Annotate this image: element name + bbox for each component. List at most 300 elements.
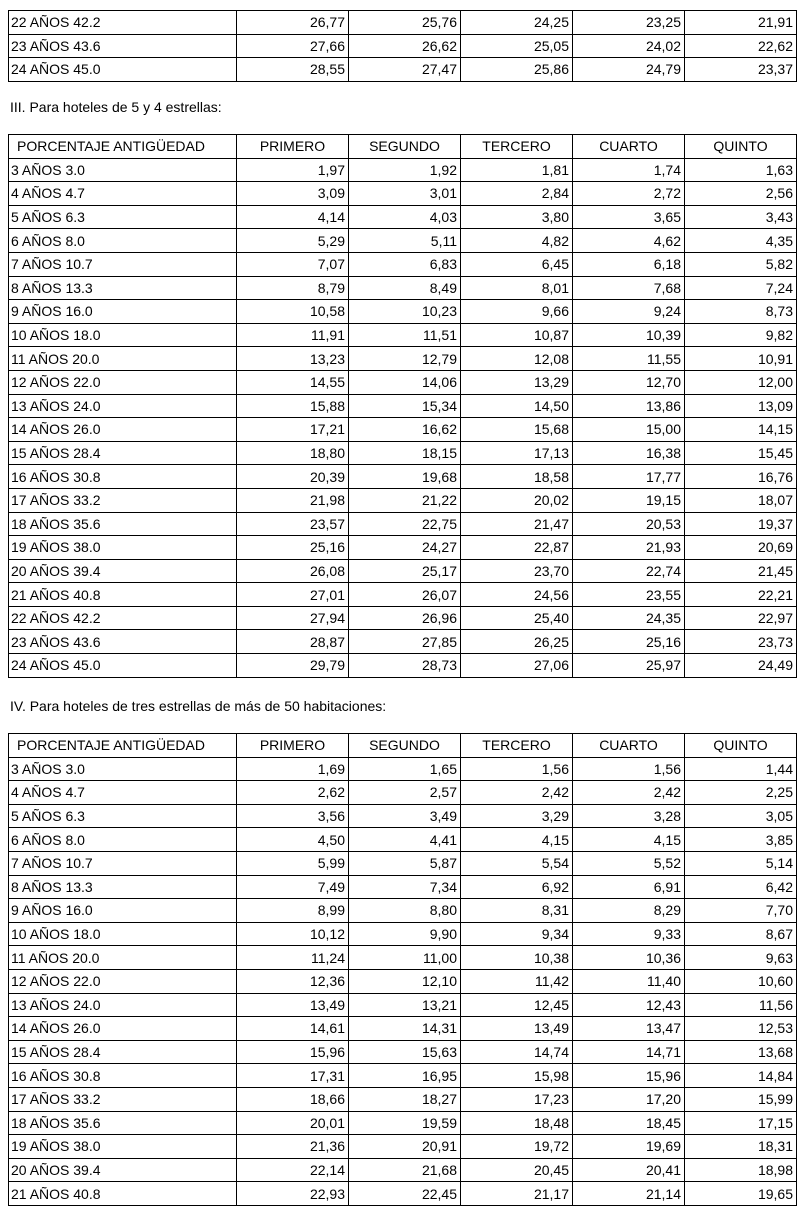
value-cell: 23,55 — [573, 583, 685, 607]
table-row — [9, 229, 797, 253]
value-cell: 17,20 — [573, 1087, 685, 1111]
value-cell: 5,82 — [685, 252, 797, 276]
value-cell: 1,81 — [461, 158, 573, 182]
value-cell: 10,87 — [461, 323, 573, 347]
table-row — [9, 922, 797, 946]
value-cell: 5,87 — [349, 851, 461, 875]
value-cell: 5,29 — [237, 229, 349, 253]
value-cell: 4,15 — [573, 828, 685, 852]
value-cell: 14,50 — [461, 394, 573, 418]
value-cell: 16,76 — [685, 465, 797, 489]
table-row — [9, 488, 797, 512]
table-row — [9, 1040, 797, 1064]
value-cell: 9,66 — [461, 300, 573, 324]
value-cell: 4,03 — [349, 205, 461, 229]
row-label: 12 AÑOS 22.0 — [9, 370, 237, 394]
row-label: 19 AÑOS 38.0 — [9, 1135, 237, 1159]
value-cell: 2,84 — [461, 182, 573, 206]
value-cell: 7,07 — [237, 252, 349, 276]
value-cell: 12,79 — [349, 347, 461, 371]
row-label: 13 AÑOS 24.0 — [9, 993, 237, 1017]
value-cell: 24,56 — [461, 583, 573, 607]
value-cell: 14,31 — [349, 1017, 461, 1041]
header-row — [9, 734, 797, 758]
table-row — [9, 300, 797, 324]
value-cell: 14,61 — [237, 1017, 349, 1041]
value-cell: 15,45 — [685, 441, 797, 465]
value-cell: 12,43 — [573, 993, 685, 1017]
value-cell: 8,79 — [237, 276, 349, 300]
row-label: 4 AÑOS 4.7 — [9, 182, 237, 206]
table-row — [9, 323, 797, 347]
table-row — [9, 1182, 797, 1206]
value-cell: 4,82 — [461, 229, 573, 253]
row-label: 3 AÑOS 3.0 — [9, 158, 237, 182]
value-cell: 22,87 — [461, 536, 573, 560]
value-cell: 3,80 — [461, 205, 573, 229]
row-label: 6 AÑOS 8.0 — [9, 229, 237, 253]
row-label: 8 AÑOS 13.3 — [9, 875, 237, 899]
value-cell: 19,72 — [461, 1135, 573, 1159]
value-cell: 19,69 — [573, 1135, 685, 1159]
value-cell: 6,91 — [573, 875, 685, 899]
row-label: 6 AÑOS 8.0 — [9, 828, 237, 852]
value-cell: 27,94 — [237, 606, 349, 630]
value-cell: 3,65 — [573, 205, 685, 229]
value-cell: 12,53 — [685, 1017, 797, 1041]
value-cell: 15,96 — [237, 1040, 349, 1064]
value-cell: 20,53 — [573, 512, 685, 536]
value-cell: 8,01 — [461, 276, 573, 300]
header-row — [9, 135, 797, 159]
table-row — [9, 583, 797, 607]
row-label: 20 AÑOS 39.4 — [9, 1158, 237, 1182]
value-cell: 13,21 — [349, 993, 461, 1017]
table-row — [9, 630, 797, 654]
value-cell: 27,47 — [349, 58, 461, 82]
value-cell: 1,56 — [573, 757, 685, 781]
table-row — [9, 899, 797, 923]
value-cell: 3,01 — [349, 182, 461, 206]
value-cell: 25,16 — [237, 536, 349, 560]
value-cell: 19,65 — [685, 1182, 797, 1206]
value-cell: 24,35 — [573, 606, 685, 630]
value-cell: 11,55 — [573, 347, 685, 371]
row-label: 7 AÑOS 10.7 — [9, 252, 237, 276]
value-cell: 8,80 — [349, 899, 461, 923]
value-cell: 22,45 — [349, 1182, 461, 1206]
value-cell: 22,21 — [685, 583, 797, 607]
column-header: PRIMERO — [237, 135, 349, 159]
value-cell: 2,25 — [685, 781, 797, 805]
value-cell: 22,62 — [685, 34, 797, 58]
column-header: SEGUNDO — [349, 135, 461, 159]
value-cell: 10,38 — [461, 946, 573, 970]
value-cell: 26,25 — [461, 630, 573, 654]
value-cell: 25,86 — [461, 58, 573, 82]
value-cell: 21,98 — [237, 488, 349, 512]
row-label: 24 AÑOS 45.0 — [9, 58, 237, 82]
value-cell: 22,74 — [573, 559, 685, 583]
row-label: 18 AÑOS 35.6 — [9, 512, 237, 536]
value-cell: 14,71 — [573, 1040, 685, 1064]
value-cell: 15,63 — [349, 1040, 461, 1064]
value-cell: 21,17 — [461, 1182, 573, 1206]
value-cell: 9,63 — [685, 946, 797, 970]
value-cell: 28,87 — [237, 630, 349, 654]
value-cell: 10,36 — [573, 946, 685, 970]
value-cell: 19,15 — [573, 488, 685, 512]
row-label: 7 AÑOS 10.7 — [9, 851, 237, 875]
value-cell: 21,14 — [573, 1182, 685, 1206]
value-cell: 1,65 — [349, 757, 461, 781]
value-cell: 5,99 — [237, 851, 349, 875]
value-cell: 23,73 — [685, 630, 797, 654]
row-label: 22 AÑOS 42.2 — [9, 11, 237, 35]
table-row — [9, 276, 797, 300]
value-cell: 4,15 — [461, 828, 573, 852]
row-label: 11 AÑOS 20.0 — [9, 347, 237, 371]
table-row — [9, 1064, 797, 1088]
value-cell: 15,88 — [237, 394, 349, 418]
value-cell: 21,68 — [349, 1158, 461, 1182]
value-cell: 23,70 — [461, 559, 573, 583]
value-cell: 8,49 — [349, 276, 461, 300]
row-label: 5 AÑOS 6.3 — [9, 804, 237, 828]
value-cell: 25,76 — [349, 11, 461, 35]
value-cell: 18,66 — [237, 1087, 349, 1111]
value-cell: 15,00 — [573, 418, 685, 442]
table-row — [9, 851, 797, 875]
value-cell: 17,31 — [237, 1064, 349, 1088]
row-label: 13 AÑOS 24.0 — [9, 394, 237, 418]
value-cell: 20,91 — [349, 1135, 461, 1159]
value-cell: 11,91 — [237, 323, 349, 347]
column-header: CUARTO — [573, 135, 685, 159]
table-row — [9, 1158, 797, 1182]
row-label: 24 AÑOS 45.0 — [9, 654, 237, 678]
value-cell: 5,11 — [349, 229, 461, 253]
value-cell: 2,56 — [685, 182, 797, 206]
row-label: 15 AÑOS 28.4 — [9, 441, 237, 465]
table-row — [9, 370, 797, 394]
table-row — [9, 946, 797, 970]
row-label: 18 AÑOS 35.6 — [9, 1111, 237, 1135]
value-cell: 27,06 — [461, 654, 573, 678]
column-header: TERCERO — [461, 734, 573, 758]
value-cell: 23,25 — [573, 11, 685, 35]
value-cell: 24,49 — [685, 654, 797, 678]
value-cell: 20,45 — [461, 1158, 573, 1182]
table-row — [9, 969, 797, 993]
value-cell: 6,45 — [461, 252, 573, 276]
table-row — [9, 394, 797, 418]
value-cell: 4,62 — [573, 229, 685, 253]
table-row — [9, 1111, 797, 1135]
table-row — [9, 606, 797, 630]
row-label: 9 AÑOS 16.0 — [9, 300, 237, 324]
value-cell: 23,37 — [685, 58, 797, 82]
column-header: PRIMERO — [237, 734, 349, 758]
value-cell: 12,45 — [461, 993, 573, 1017]
table-5-4-stars — [8, 134, 797, 678]
value-cell: 17,21 — [237, 418, 349, 442]
table-row — [9, 347, 797, 371]
value-cell: 17,23 — [461, 1087, 573, 1111]
row-label: 14 AÑOS 26.0 — [9, 418, 237, 442]
section-3-caption: III. Para hoteles de 5 y 4 estrellas: — [10, 99, 222, 115]
value-cell: 1,97 — [237, 158, 349, 182]
value-cell: 11,42 — [461, 969, 573, 993]
value-cell: 18,15 — [349, 441, 461, 465]
value-cell: 21,36 — [237, 1135, 349, 1159]
table-3-stars-50-rooms — [8, 733, 797, 1206]
value-cell: 13,29 — [461, 370, 573, 394]
row-label: 17 AÑOS 33.2 — [9, 1087, 237, 1111]
row-label: 22 AÑOS 42.2 — [9, 606, 237, 630]
value-cell: 18,45 — [573, 1111, 685, 1135]
value-cell: 3,56 — [237, 804, 349, 828]
value-cell: 17,15 — [685, 1111, 797, 1135]
value-cell: 11,40 — [573, 969, 685, 993]
value-cell: 10,91 — [685, 347, 797, 371]
value-cell: 27,85 — [349, 630, 461, 654]
value-cell: 6,18 — [573, 252, 685, 276]
value-cell: 1,56 — [461, 757, 573, 781]
value-cell: 25,97 — [573, 654, 685, 678]
section-4-caption: IV. Para hoteles de tres estrellas de más de 50 habitaciones: — [10, 698, 387, 714]
table-row — [9, 559, 797, 583]
row-label: 15 AÑOS 28.4 — [9, 1040, 237, 1064]
value-cell: 27,66 — [237, 34, 349, 58]
value-cell: 6,92 — [461, 875, 573, 899]
value-cell: 10,23 — [349, 300, 461, 324]
row-label: 14 AÑOS 26.0 — [9, 1017, 237, 1041]
table-row — [9, 875, 797, 899]
table-row — [9, 158, 797, 182]
value-cell: 6,83 — [349, 252, 461, 276]
value-cell: 25,17 — [349, 559, 461, 583]
row-label: 23 AÑOS 43.6 — [9, 34, 237, 58]
value-cell: 8,67 — [685, 922, 797, 946]
table-row — [9, 1087, 797, 1111]
value-cell: 13,86 — [573, 394, 685, 418]
value-cell: 22,97 — [685, 606, 797, 630]
value-cell: 7,68 — [573, 276, 685, 300]
value-cell: 14,84 — [685, 1064, 797, 1088]
value-cell: 1,44 — [685, 757, 797, 781]
value-cell: 3,09 — [237, 182, 349, 206]
column-header: QUINTO — [685, 135, 797, 159]
value-cell: 26,77 — [237, 11, 349, 35]
value-cell: 9,34 — [461, 922, 573, 946]
value-cell: 1,92 — [349, 158, 461, 182]
value-cell: 9,82 — [685, 323, 797, 347]
table-row — [9, 11, 797, 35]
value-cell: 3,43 — [685, 205, 797, 229]
value-cell: 2,72 — [573, 182, 685, 206]
row-label: 16 AÑOS 30.8 — [9, 1064, 237, 1088]
value-cell: 10,58 — [237, 300, 349, 324]
value-cell: 19,37 — [685, 512, 797, 536]
value-cell: 9,90 — [349, 922, 461, 946]
value-cell: 17,77 — [573, 465, 685, 489]
value-cell: 12,36 — [237, 969, 349, 993]
value-cell: 8,99 — [237, 899, 349, 923]
table-row — [9, 1135, 797, 1159]
value-cell: 21,45 — [685, 559, 797, 583]
row-label: 20 AÑOS 39.4 — [9, 559, 237, 583]
value-cell: 11,56 — [685, 993, 797, 1017]
table-row — [9, 252, 797, 276]
value-cell: 24,02 — [573, 34, 685, 58]
value-cell: 15,98 — [461, 1064, 573, 1088]
value-cell: 3,28 — [573, 804, 685, 828]
row-label: 4 AÑOS 4.7 — [9, 781, 237, 805]
table-row — [9, 441, 797, 465]
value-cell: 19,68 — [349, 465, 461, 489]
value-cell: 1,63 — [685, 158, 797, 182]
value-cell: 12,08 — [461, 347, 573, 371]
value-cell: 27,01 — [237, 583, 349, 607]
value-cell: 22,93 — [237, 1182, 349, 1206]
value-cell: 15,99 — [685, 1087, 797, 1111]
value-cell: 14,06 — [349, 370, 461, 394]
value-cell: 21,91 — [685, 11, 797, 35]
row-label: 10 AÑOS 18.0 — [9, 922, 237, 946]
value-cell: 12,70 — [573, 370, 685, 394]
value-cell: 16,62 — [349, 418, 461, 442]
table-row — [9, 205, 797, 229]
value-cell: 10,39 — [573, 323, 685, 347]
table-row — [9, 418, 797, 442]
value-cell: 18,27 — [349, 1087, 461, 1111]
value-cell: 1,74 — [573, 158, 685, 182]
value-cell: 13,49 — [461, 1017, 573, 1041]
value-cell: 3,29 — [461, 804, 573, 828]
row-label: 8 AÑOS 13.3 — [9, 276, 237, 300]
value-cell: 7,49 — [237, 875, 349, 899]
value-cell: 4,41 — [349, 828, 461, 852]
column-header: QUINTO — [685, 734, 797, 758]
value-cell: 21,93 — [573, 536, 685, 560]
value-cell: 15,34 — [349, 394, 461, 418]
value-cell: 26,07 — [349, 583, 461, 607]
value-cell: 25,16 — [573, 630, 685, 654]
column-header: PORCENTAJE ANTIGÜEDAD — [9, 135, 237, 159]
value-cell: 18,31 — [685, 1135, 797, 1159]
column-header: PORCENTAJE ANTIGÜEDAD — [9, 734, 237, 758]
value-cell: 18,07 — [685, 488, 797, 512]
value-cell: 13,49 — [237, 993, 349, 1017]
value-cell: 2,57 — [349, 781, 461, 805]
table-row — [9, 781, 797, 805]
value-cell: 24,25 — [461, 11, 573, 35]
row-label: 21 AÑOS 40.8 — [9, 1182, 237, 1206]
value-cell: 4,14 — [237, 205, 349, 229]
value-cell: 23,57 — [237, 512, 349, 536]
value-cell: 24,27 — [349, 536, 461, 560]
value-cell: 18,58 — [461, 465, 573, 489]
row-label: 17 AÑOS 33.2 — [9, 488, 237, 512]
value-cell: 1,69 — [237, 757, 349, 781]
value-cell: 16,38 — [573, 441, 685, 465]
table-row — [9, 512, 797, 536]
value-cell: 7,70 — [685, 899, 797, 923]
value-cell: 20,41 — [573, 1158, 685, 1182]
table-row — [9, 757, 797, 781]
value-cell: 6,42 — [685, 875, 797, 899]
row-label: 19 AÑOS 38.0 — [9, 536, 237, 560]
value-cell: 13,23 — [237, 347, 349, 371]
row-label: 9 AÑOS 16.0 — [9, 899, 237, 923]
value-cell: 20,01 — [237, 1111, 349, 1135]
value-cell: 26,08 — [237, 559, 349, 583]
row-label: 16 AÑOS 30.8 — [9, 465, 237, 489]
column-header: CUARTO — [573, 734, 685, 758]
table-row — [9, 34, 797, 58]
value-cell: 8,73 — [685, 300, 797, 324]
value-cell: 5,54 — [461, 851, 573, 875]
table-row — [9, 58, 797, 82]
table-row — [9, 536, 797, 560]
value-cell: 5,14 — [685, 851, 797, 875]
value-cell: 14,55 — [237, 370, 349, 394]
value-cell: 11,51 — [349, 323, 461, 347]
value-cell: 11,24 — [237, 946, 349, 970]
value-cell: 5,52 — [573, 851, 685, 875]
value-cell: 18,48 — [461, 1111, 573, 1135]
value-cell: 18,80 — [237, 441, 349, 465]
value-cell: 3,05 — [685, 804, 797, 828]
value-cell: 12,00 — [685, 370, 797, 394]
table-row — [9, 182, 797, 206]
value-cell: 10,60 — [685, 969, 797, 993]
value-cell: 18,98 — [685, 1158, 797, 1182]
row-label: 23 AÑOS 43.6 — [9, 630, 237, 654]
table-row — [9, 828, 797, 852]
value-cell: 12,10 — [349, 969, 461, 993]
value-cell: 25,40 — [461, 606, 573, 630]
value-cell: 3,49 — [349, 804, 461, 828]
value-cell: 26,62 — [349, 34, 461, 58]
value-cell: 15,96 — [573, 1064, 685, 1088]
value-cell: 13,68 — [685, 1040, 797, 1064]
value-cell: 22,75 — [349, 512, 461, 536]
value-cell: 14,74 — [461, 1040, 573, 1064]
value-cell: 16,95 — [349, 1064, 461, 1088]
value-cell: 28,73 — [349, 654, 461, 678]
value-cell: 2,42 — [573, 781, 685, 805]
value-cell: 17,13 — [461, 441, 573, 465]
value-cell: 14,15 — [685, 418, 797, 442]
value-cell: 19,59 — [349, 1111, 461, 1135]
value-cell: 26,96 — [349, 606, 461, 630]
row-label: 10 AÑOS 18.0 — [9, 323, 237, 347]
row-label: 11 AÑOS 20.0 — [9, 946, 237, 970]
table-row — [9, 465, 797, 489]
value-cell: 29,79 — [237, 654, 349, 678]
value-cell: 3,85 — [685, 828, 797, 852]
column-header: SEGUNDO — [349, 734, 461, 758]
value-cell: 8,29 — [573, 899, 685, 923]
value-cell: 25,05 — [461, 34, 573, 58]
table-row — [9, 993, 797, 1017]
value-cell: 2,42 — [461, 781, 573, 805]
row-label: 21 AÑOS 40.8 — [9, 583, 237, 607]
value-cell: 7,24 — [685, 276, 797, 300]
value-cell: 8,31 — [461, 899, 573, 923]
